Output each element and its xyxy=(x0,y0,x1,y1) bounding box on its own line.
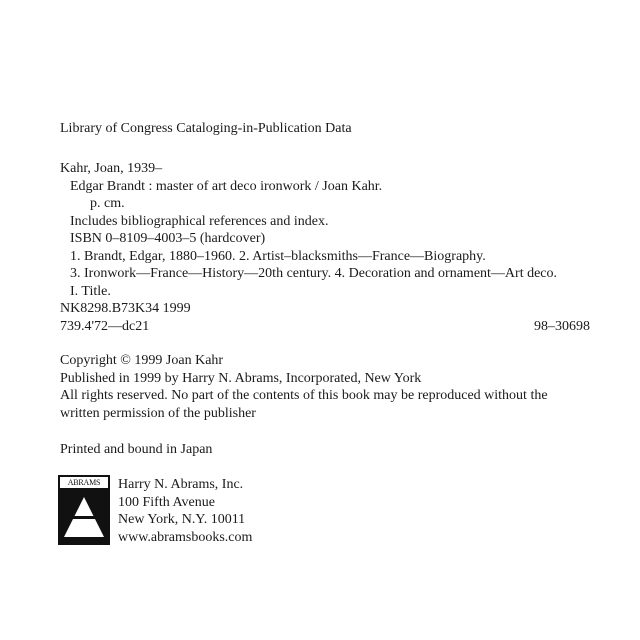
rights-line-2: written permission of the publisher xyxy=(60,405,256,421)
cip-isbn: ISBN 0–8109–4003–5 (hardcover) xyxy=(70,231,266,246)
cip-call-number: NK8298.B73K34 1999 xyxy=(60,301,191,316)
copyright-line: Copyright © 1999 Joan Kahr xyxy=(60,353,224,368)
cip-dewey: 739.4'72—dc21 xyxy=(60,318,150,334)
published-line: Published in 1999 by Harry N. Abrams, Incorporated, New York xyxy=(60,370,422,386)
cip-physical: p. cm. xyxy=(90,196,125,211)
legal-block xyxy=(60,352,620,422)
publisher-website: www.abramsbooks.com xyxy=(118,529,253,545)
cip-heading: Library of Congress Cataloging-in-Publication Data xyxy=(60,121,352,136)
abrams-logo xyxy=(58,475,110,545)
publisher-address xyxy=(118,476,252,546)
cip-block xyxy=(60,160,590,335)
publisher-city: New York, N.Y. 10011 xyxy=(118,512,246,527)
cip-subjects-3: I. Title. xyxy=(70,283,111,299)
cip-author: Kahr, Joan, 1939– xyxy=(60,161,163,176)
cip-subjects-2: 3. Ironwork—France—History—20th century. 4. Decoration and ornament—Art deco. xyxy=(70,266,558,281)
cip-title: Edgar Brandt : master of art deco ironwork / Joan Kahr. xyxy=(70,178,383,194)
printed-line: Printed and bound in Japan xyxy=(60,442,213,457)
cip-dewey-row xyxy=(60,318,590,336)
abrams-logo-band xyxy=(60,477,108,489)
publisher-street: 100 Fifth Avenue xyxy=(118,494,215,510)
abrams-pyramid-icon xyxy=(58,489,110,545)
rights-line-1: All rights reserved. No part of the contents of this book may be reproduced without the xyxy=(60,388,548,403)
abrams-logo-wordmark: ABRAMS xyxy=(67,478,101,487)
publisher-name: Harry N. Abrams, Inc. xyxy=(118,477,244,492)
cip-note: Includes bibliographical references and index. xyxy=(70,213,329,229)
cip-subjects-1: 1. Brandt, Edgar, 1880–1960. 2. Artist–blacksmiths—France—Biography. xyxy=(70,248,486,264)
cip-lccn: 98–30698 xyxy=(534,318,590,334)
